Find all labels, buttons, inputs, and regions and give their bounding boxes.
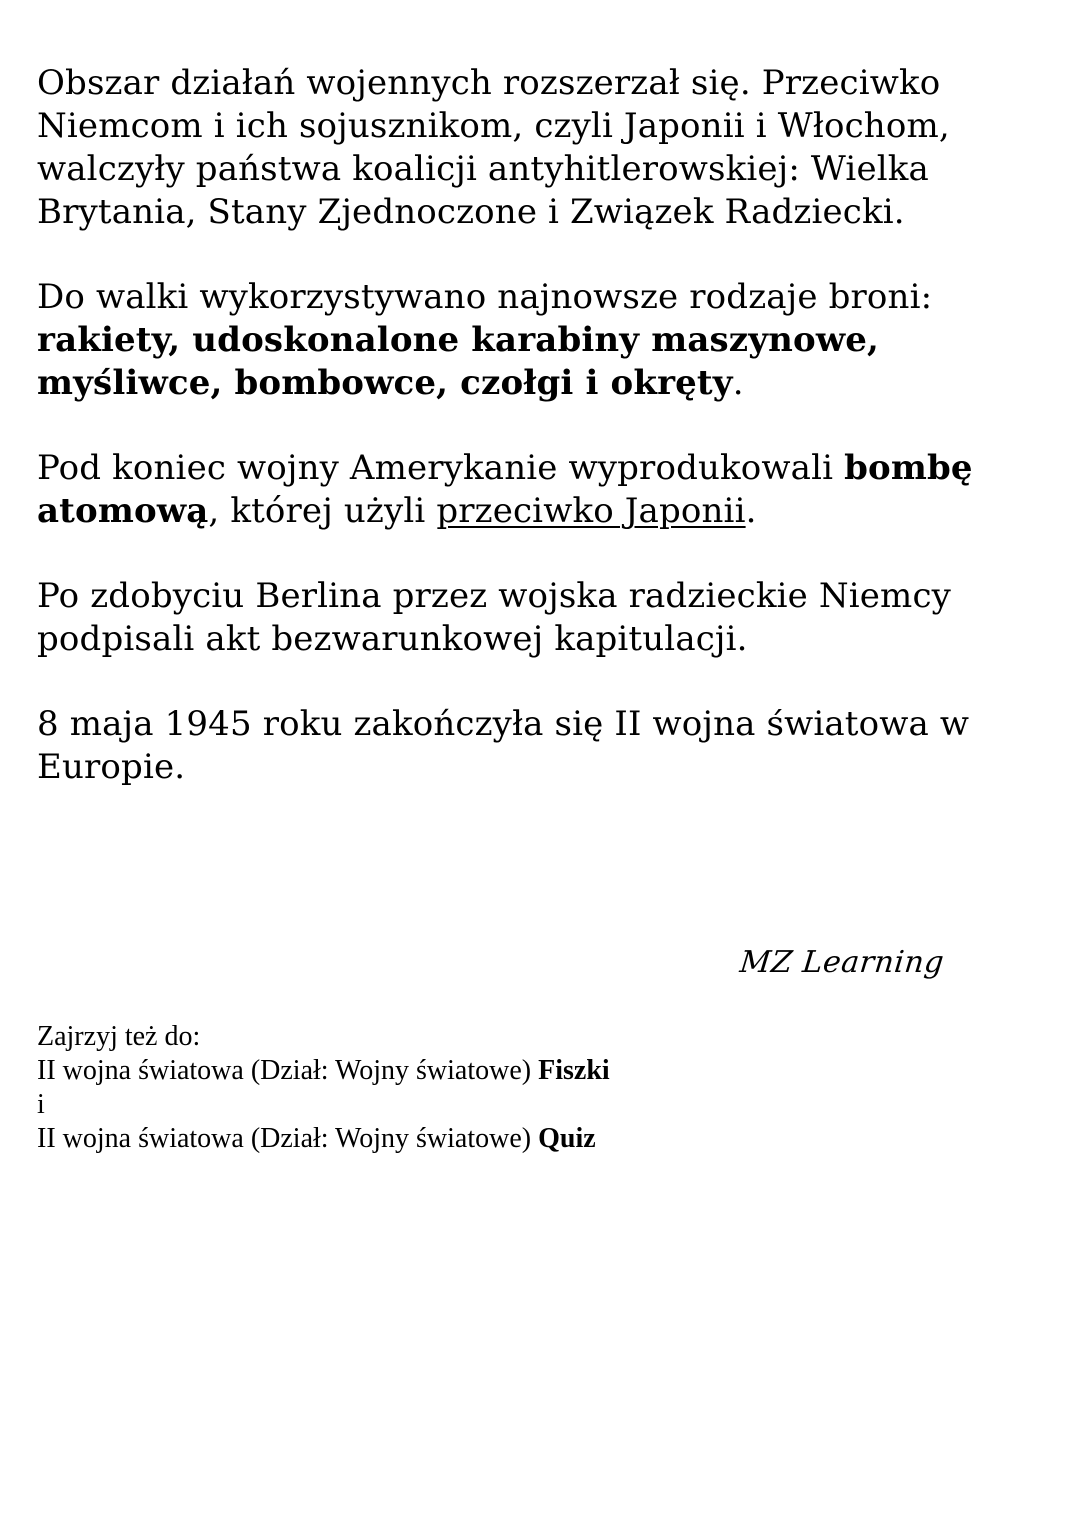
quiz-label: Quiz bbox=[538, 1123, 596, 1154]
flashcards-label: Fiszki bbox=[538, 1055, 610, 1086]
flashcards-link[interactable] bbox=[37, 1054, 610, 1088]
paragraph-berlin-capitulation bbox=[37, 575, 1047, 661]
atomic-end-text: . bbox=[745, 491, 757, 531]
paragraph-war-expansion bbox=[37, 62, 1047, 234]
paragraph-war-end bbox=[37, 703, 1047, 789]
signature-mz-learning: MZ Learning bbox=[738, 945, 946, 980]
weapons-intro-text: Do walki wykorzystywano najnowsze rodzaje broni: bbox=[37, 277, 933, 317]
paragraph-atomic-bomb bbox=[37, 447, 1047, 533]
weapons-list-bold: rakiety, udoskonalone karabiny maszynowe, myśliwce, bombowce, czołgi i okręty bbox=[37, 320, 880, 403]
document-body bbox=[37, 62, 1047, 789]
see-also-footer bbox=[37, 1020, 610, 1156]
weapons-end-text: . bbox=[732, 363, 744, 403]
quiz-link-text: II wojna światowa (Dział: Wojny światowe) bbox=[37, 1123, 539, 1154]
see-also-heading: Zajrzyj też do: bbox=[37, 1021, 201, 1052]
paragraph-war-expansion-text: Obszar działań wojennych rozszerzał się. Przeciwko Niemcom i ich sojusznikom, czyli Japonii i Włochom, walczyły państwa koalicji antyhitlerowskiej: Wielka Brytania, Stany Zjednoczone i Związek Radziecki. bbox=[37, 63, 950, 232]
against-japan-underlined: przeciwko Japonii bbox=[436, 491, 746, 531]
paragraph-war-end-text: 8 maja 1945 roku zakończyła się II wojna światowa w Europie. bbox=[37, 704, 970, 787]
quiz-link[interactable] bbox=[37, 1122, 610, 1156]
atomic-start-text: Pod koniec wojny Amerykanie wyprodukowali bbox=[37, 448, 845, 488]
flashcards-link-text: II wojna światowa (Dział: Wojny światowe) bbox=[37, 1055, 539, 1086]
atomic-bomb-bold: bombę atomową bbox=[37, 448, 973, 531]
paragraph-weapons bbox=[37, 276, 1047, 405]
atomic-middle-text: , której użyli bbox=[208, 491, 437, 531]
paragraph-berlin-capitulation-text: Po zdobyciu Berlina przez wojska radzieckie Niemcy podpisali akt bezwarunkowej kapitulacji. bbox=[37, 576, 951, 659]
conjunction-text: i bbox=[37, 1089, 45, 1120]
